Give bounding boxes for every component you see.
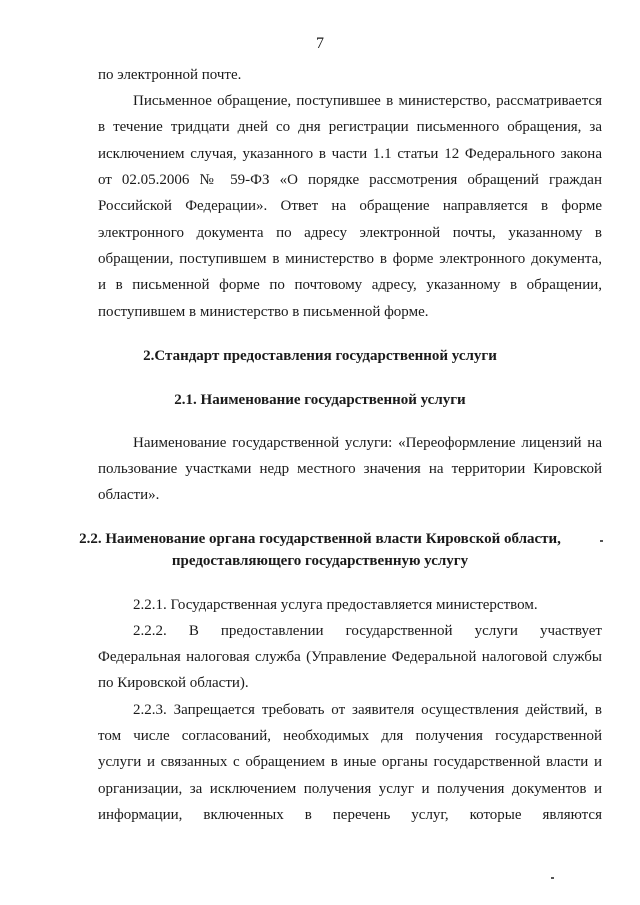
para-2-2-1: 2.2.1. Государственная услуга предоставляется министерством.	[133, 597, 538, 613]
word: информации,	[98, 807, 183, 823]
para-2-2-3-line-1: 2.2.3. Запрещается требовать от заявителя осуществления действий, в	[133, 702, 602, 718]
section-2-1-line-1: Наименование государственной услуги: «Переоформление лицензий на	[133, 435, 602, 451]
word: являются	[542, 807, 602, 823]
section-2-heading: 2.Стандарт предоставления государственной услуги	[143, 348, 497, 364]
intro-line-4: от 02.05.2006 № 59-ФЗ «О порядке рассмотрения обращений граждан	[98, 172, 602, 188]
intro-line-0: по электронной почте.	[98, 67, 242, 83]
para-2-2-3-line-3: услуги и связанных с обращением в иные органы государственной власти и	[98, 754, 602, 770]
para-2-2-3-line-4: организации, за исключением получения услуг и получения документов и	[98, 781, 602, 797]
intro-line-6: электронного документа по адресу электронной почты, указанному в	[98, 225, 602, 241]
intro-line-7: обращении, поступившем в министерство в форме электронного документа,	[98, 251, 602, 267]
word: участвует	[539, 623, 602, 639]
word: государственной	[345, 623, 453, 639]
section-2-2-heading-line-2: предоставляющего государственную услугу	[171, 553, 469, 569]
word: В	[188, 623, 199, 639]
para-2-2-2-line-3: по Кировской области).	[98, 675, 249, 691]
section-2-1-line-3: области».	[98, 487, 160, 503]
word: предоставлении	[220, 623, 324, 639]
intro-line-2: в течение тридцати дней со дня регистрации письменного обращения, за	[98, 119, 602, 135]
word: услуг,	[411, 807, 449, 823]
word: которые	[469, 807, 522, 823]
para-2-2-3-line-5	[98, 804, 602, 826]
word: в	[304, 807, 312, 823]
word: услуги	[474, 623, 518, 639]
section-2-1-heading: 2.1. Наименование государственной услуги	[174, 392, 466, 408]
scan-artifact	[600, 540, 603, 542]
scan-artifact	[551, 877, 554, 879]
section-2-2-heading-line-1: 2.2. Наименование органа государственной власти Кировской области,	[79, 531, 561, 547]
word: 2.2.2.	[133, 623, 167, 639]
para-2-2-2-line-2: Федеральная налоговая служба (Управление Федеральной налоговой службы	[98, 649, 602, 665]
word: включенных	[203, 807, 284, 823]
word: перечень	[332, 807, 391, 823]
intro-line-5: Российской Федерации». Ответ на обращение направляется в форме	[98, 198, 602, 214]
intro-line-1: Письменное обращение, поступившее в министерство, рассматривается	[133, 93, 602, 109]
intro-line-9: поступившем в министерство в письменной форме.	[98, 304, 429, 320]
para-2-2-3-line-2: том числе согласований, необходимых для получения государственной	[98, 728, 602, 744]
para-2-2-2-line-1	[133, 620, 602, 642]
intro-line-8: и в письменной форме по почтовому адресу, указанному в обращении,	[98, 277, 602, 293]
page-number: 7	[316, 35, 324, 52]
section-2-1-line-2: пользование участками недр местного значения на территории Кировской	[98, 461, 602, 477]
intro-line-3: исключением случая, указанного в части 1.1 статьи 12 Федерального закона	[98, 146, 602, 162]
